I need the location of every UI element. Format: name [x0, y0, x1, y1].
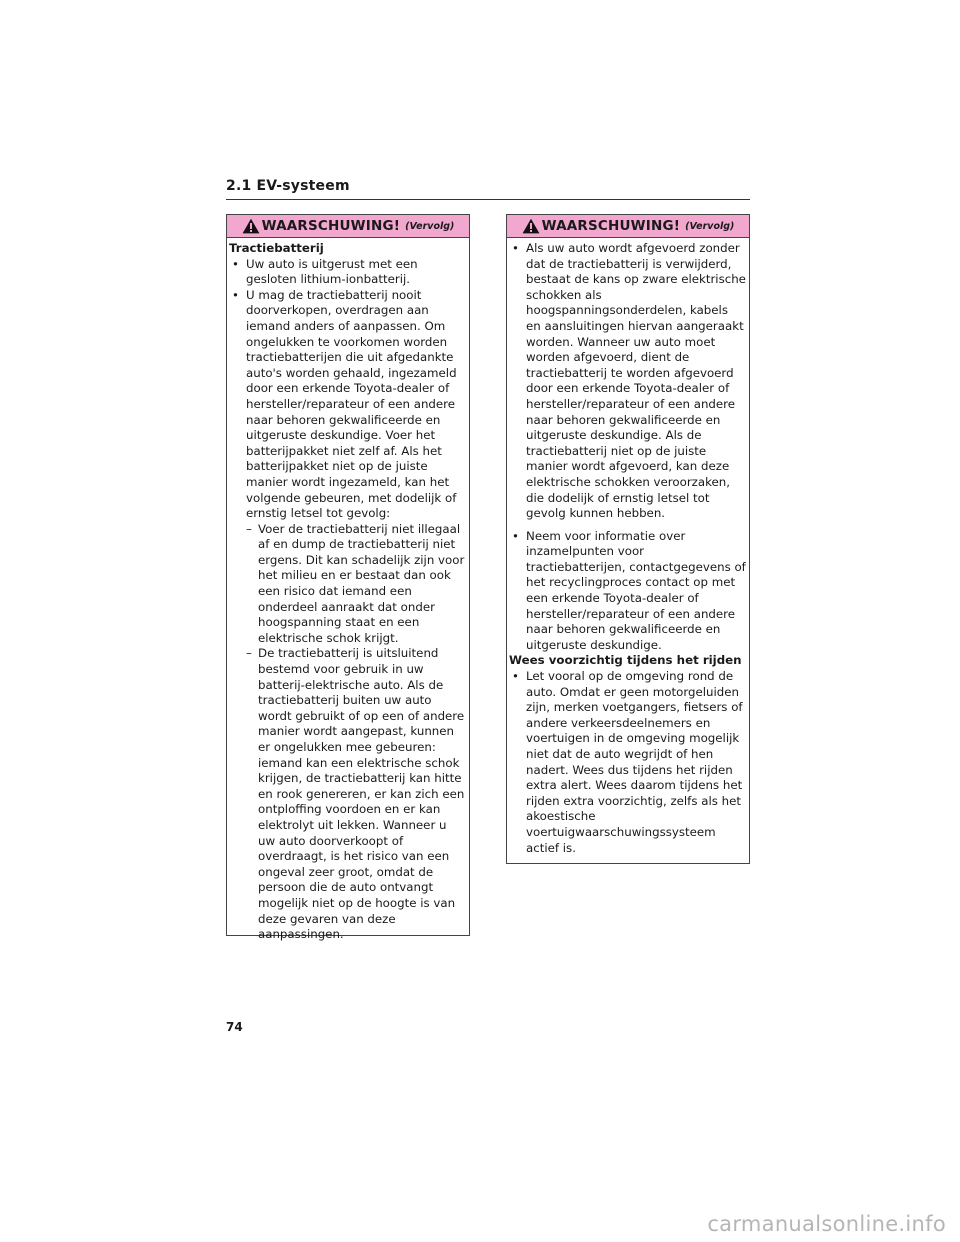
- bullet-marker: •: [232, 256, 239, 271]
- warning-body: [507, 238, 749, 856]
- dash-marker: –: [246, 521, 252, 536]
- warning-triangle-icon: [242, 218, 260, 234]
- list-item-text: Als uw auto wordt afgevoerd zonder dat de tractiebatterij is verwijderd, bestaat de kans op zware elektrische schokken als hoogspanningsonderdelen, kabels en aansluitingen hiervan aangeraakt worden. Wanneer uw auto moet worden afgevoerd, dient de tractiebatterij te worden afgevoerd door een erkende Toyota-dealer of hersteller/reparateur of een andere naar behoren gekwalificeerde en uitgeruste deskundige. Als de tractiebatterij niet op de juiste manier wordt afgevoerd, kan deze elektrische schokken veroorzaken, die dodelijk of ernstig letsel tot gevolg kunnen hebben.: [526, 241, 746, 521]
- list-item-text: U mag de tractiebatterij nooit doorverkopen, overdragen aan iemand anders of aanpassen. Om ongelukken te voorkomen worden tractiebatterijen die uit afgedankte auto's worden gehaald, ingezameld door een erkende Toyota-dealer of hersteller/reparateur of een andere naar behoren gekwalificeerde en uitgeruste deskundige. Voer het batterijpakket niet zelf af. Als het batterijpakket niet op de juiste manier wordt ingezameld, kan het volgende gebeuren, met dodelijk of ernstig letsel tot gevolg:: [246, 287, 457, 521]
- watermark: carmanualsonline.info: [707, 1212, 946, 1236]
- list-item: [229, 257, 466, 288]
- list-item: [509, 669, 746, 856]
- warning-box-right: [506, 214, 750, 864]
- bullet-marker: •: [512, 669, 519, 684]
- warning-header: [227, 215, 469, 238]
- sub-list-item: [229, 646, 466, 942]
- list-item: [509, 529, 746, 654]
- subheading-tractiebatterij: Tractiebatterij: [229, 241, 324, 255]
- sub-list-item-text: De tractiebatterij is uitsluitend bestemd voor gebruik in uw batterij-elektrische auto. Als de tractiebatterij buiten uw auto wordt gebruikt of op een of andere manier wordt aangepast, kunnen er ongelukken mee gebeuren: iemand kan een elektrische schok krijgen, de tractiebatterij kan hitte en rook genereren, er kan zich een ontploffing voordoen en er kan elektrolyt uit lekken. Wanneer u uw auto doorverkoopt of overdraagt, is het risico van een ongeval zeer groot, omdat de persoon die de auto ontvangt mogelijk niet op de hoogte is van deze gevaren van deze aanpassingen.: [258, 646, 465, 942]
- sub-list-item: [229, 522, 466, 647]
- warning-box-left: [226, 214, 470, 942]
- list-item: [229, 288, 466, 522]
- list-item-text: Uw auto is uitgerust met een gesloten lithium-ionbatterij.: [246, 256, 418, 287]
- warning-title: WAARSCHUWING!: [261, 218, 401, 234]
- list-item-text: Let vooral op de omgeving rond de auto. Omdat er geen motorgeluiden zijn, merken voetgangers, fietsers of andere verkeersdeelnemers en voertuigen in de omgeving mogelijk niet dat de auto wegrijdt of hen nadert. Wees dus tijdens het rijden extra alert. Wees daarom tijdens het rijden extra voorzichtig, zelfs als het akoestische voertuigwaarschuwingssysteem actief is.: [526, 669, 743, 855]
- bullet-marker: •: [232, 287, 239, 302]
- list-item-text: Neem voor informatie over inzamelpunten voor tractiebatterijen, contactgegevens of het recyclingproces contact op met een erkende Toyota-dealer of hersteller/reparateur of een andere naar behoren gekwalificeerde en uitgeruste deskundige.: [526, 528, 746, 652]
- warning-continued: (Vervolg): [685, 220, 735, 232]
- bullet-marker: •: [512, 241, 519, 255]
- warning-header: [507, 215, 749, 238]
- bullet-marker: •: [512, 528, 519, 543]
- list-item: [509, 241, 746, 522]
- section-divider: [226, 199, 750, 200]
- warning-title: WAARSCHUWING!: [541, 218, 681, 234]
- subheading-wees-voorzichtig: Wees voorzichtig tijdens het rijden: [509, 653, 742, 668]
- sub-list-item-text: Voer de tractiebatterij niet illegaal af en dump de tractiebatterij niet ergens. Dit kan schadelijk zijn voor het milieu en er bestaat dan ook een risico dat iemand een onderdeel aanraakt dat onder hoogspanning staat en een elektrische schok krijgt.: [258, 521, 465, 645]
- page-number: 74: [226, 1020, 243, 1034]
- dash-marker: –: [246, 646, 252, 661]
- warning-body: [227, 238, 469, 943]
- section-title: 2.1 EV-systeem: [226, 178, 350, 194]
- warning-triangle-icon: [522, 218, 540, 234]
- warning-continued: (Vervolg): [405, 220, 455, 232]
